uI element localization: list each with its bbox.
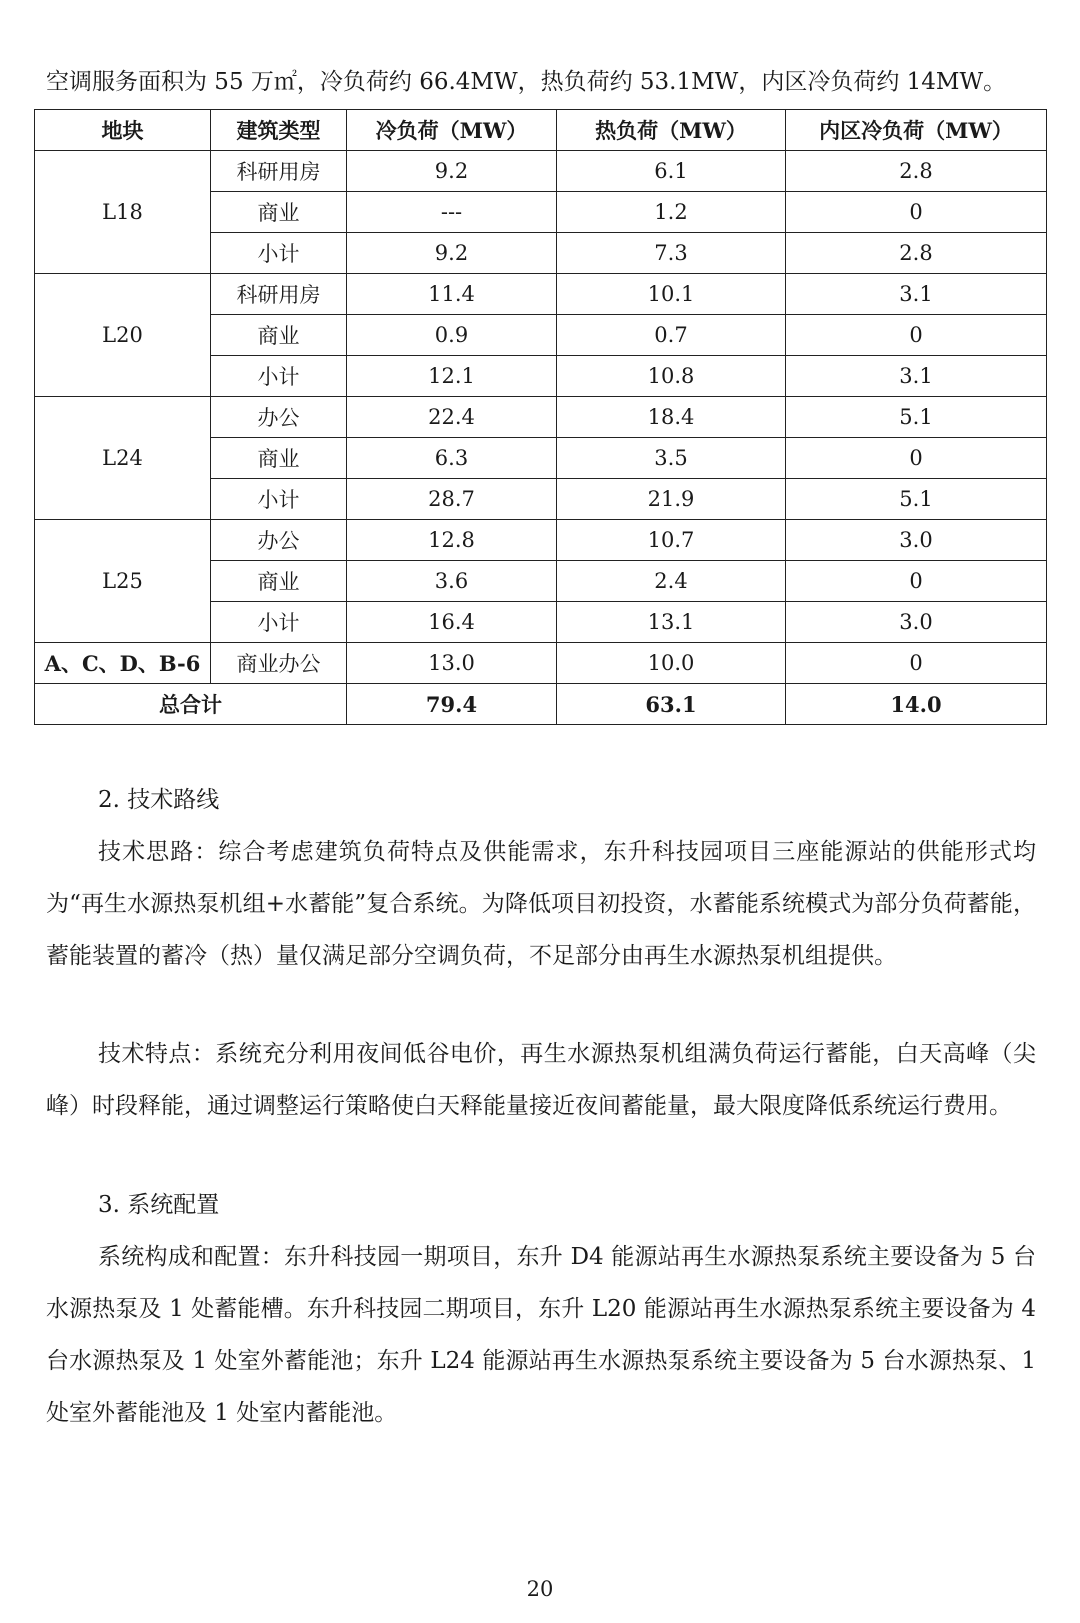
inner-cooling-load-cell: 3.0 bbox=[786, 520, 1047, 561]
inner-cooling-load-cell: 0 bbox=[786, 315, 1047, 356]
total-inner-cooling-load: 14.0 bbox=[786, 684, 1047, 725]
header-inner-cooling-load: 内区冷负荷（MW） bbox=[786, 110, 1047, 151]
cooling-load-cell: 22.4 bbox=[347, 397, 557, 438]
inner-cooling-load-cell: 3.1 bbox=[786, 356, 1047, 397]
cooling-load-cell: 9.2 bbox=[347, 233, 557, 274]
heating-load-cell: 10.0 bbox=[557, 643, 786, 684]
building-type-cell: 小计 bbox=[211, 356, 347, 397]
total-row bbox=[35, 684, 1047, 725]
building-type-cell: 商业 bbox=[211, 561, 347, 602]
section-3-heading: 3. 系统配置 bbox=[98, 1192, 220, 1218]
inner-cooling-load-cell: 5.1 bbox=[786, 479, 1047, 520]
heating-load-cell: 3.5 bbox=[557, 438, 786, 479]
heating-load-cell: 10.8 bbox=[557, 356, 786, 397]
table-row bbox=[35, 397, 1047, 438]
heating-load-cell: 7.3 bbox=[557, 233, 786, 274]
building-type-cell: 商业 bbox=[211, 315, 347, 356]
cooling-load-cell: 11.4 bbox=[347, 274, 557, 315]
table-row bbox=[35, 643, 1047, 684]
table-row bbox=[35, 151, 1047, 192]
cooling-load-cell: 3.6 bbox=[347, 561, 557, 602]
building-type-cell: 商业 bbox=[211, 438, 347, 479]
building-type-cell: 商业办公 bbox=[211, 643, 347, 684]
header-plot: 地块 bbox=[35, 110, 211, 151]
heating-load-cell: 13.1 bbox=[557, 602, 786, 643]
heating-load-cell: 10.1 bbox=[557, 274, 786, 315]
building-type-cell: 商业 bbox=[211, 192, 347, 233]
plot-cell: L20 bbox=[35, 274, 211, 397]
cooling-load-cell: --- bbox=[347, 192, 557, 233]
inner-cooling-load-cell: 0 bbox=[786, 561, 1047, 602]
intro-text: 空调服务面积为 55 万㎡，冷负荷约 66.4MW，热负荷约 53.1MW，内区冷负荷约 14MW。 bbox=[46, 69, 1007, 95]
heating-load-cell: 6.1 bbox=[557, 151, 786, 192]
header-cooling-load: 冷负荷（MW） bbox=[347, 110, 557, 151]
heating-load-cell: 18.4 bbox=[557, 397, 786, 438]
inner-cooling-load-cell: 0 bbox=[786, 192, 1047, 233]
building-type-cell: 小计 bbox=[211, 479, 347, 520]
heating-load-cell: 10.7 bbox=[557, 520, 786, 561]
page-number: 20 bbox=[526, 1577, 554, 1601]
table-row bbox=[35, 520, 1047, 561]
plot-cell: A、C、D、B-6 bbox=[35, 643, 211, 684]
cooling-load-cell: 12.1 bbox=[347, 356, 557, 397]
section-2-paragraph-2: 技术特点：系统充分利用夜间低谷电价，再生水源热泵机组满负荷运行蓄能，白天高峰（尖峰）时段释能，通过调整运行策略使白天释能量接近夜间蓄能量，最大限度降低系统运行费用。 bbox=[46, 1041, 1036, 1119]
plot-cell: L18 bbox=[35, 151, 211, 274]
inner-cooling-load-cell: 3.0 bbox=[786, 602, 1047, 643]
inner-cooling-load-cell: 2.8 bbox=[786, 151, 1047, 192]
heating-load-cell: 1.2 bbox=[557, 192, 786, 233]
header-building-type: 建筑类型 bbox=[211, 110, 347, 151]
inner-cooling-load-cell: 2.8 bbox=[786, 233, 1047, 274]
plot-cell: L24 bbox=[35, 397, 211, 520]
inner-cooling-load-cell: 5.1 bbox=[786, 397, 1047, 438]
plot-cell: L25 bbox=[35, 520, 211, 643]
table-row bbox=[35, 274, 1047, 315]
cooling-load-cell: 13.0 bbox=[347, 643, 557, 684]
section-3-paragraph-1: 系统构成和配置：东升科技园一期项目，东升 D4 能源站再生水源热泵系统主要设备为 5 台水源热泵及 1 处蓄能槽。东升科技园二期项目，东升 L20 能源站再生水源热泵系统主要设备为 4 台水源热泵及 1 处室外蓄能池；东升 L24 能源站再生水源热泵系统主要设备为 5 台水源热泵、1 处室外蓄能池及 1 处室内蓄能池。 bbox=[46, 1244, 1036, 1426]
building-type-cell: 科研用房 bbox=[211, 274, 347, 315]
section-2-paragraph-1: 技术思路：综合考虑建筑负荷特点及供能需求，东升科技园项目三座能源站的供能形式均为“再生水源热泵机组+水蓄能”复合系统。为降低项目初投资，水蓄能系统模式为部分负荷蓄能，蓄能装置的蓄冷（热）量仅满足部分空调负荷，不足部分由再生水源热泵机组提供。 bbox=[46, 839, 1036, 969]
load-table bbox=[34, 109, 1047, 725]
section-2-heading: 2. 技术路线 bbox=[98, 787, 220, 813]
inner-cooling-load-cell: 0 bbox=[786, 438, 1047, 479]
cooling-load-cell: 12.8 bbox=[347, 520, 557, 561]
building-type-cell: 办公 bbox=[211, 397, 347, 438]
total-heating-load: 63.1 bbox=[557, 684, 786, 725]
cooling-load-cell: 28.7 bbox=[347, 479, 557, 520]
building-type-cell: 办公 bbox=[211, 520, 347, 561]
cooling-load-cell: 16.4 bbox=[347, 602, 557, 643]
cooling-load-cell: 6.3 bbox=[347, 438, 557, 479]
heating-load-cell: 2.4 bbox=[557, 561, 786, 602]
cooling-load-cell: 9.2 bbox=[347, 151, 557, 192]
total-cooling-load: 79.4 bbox=[347, 684, 557, 725]
inner-cooling-load-cell: 0 bbox=[786, 643, 1047, 684]
building-type-cell: 科研用房 bbox=[211, 151, 347, 192]
building-type-cell: 小计 bbox=[211, 233, 347, 274]
header-heating-load: 热负荷（MW） bbox=[557, 110, 786, 151]
cooling-load-cell: 0.9 bbox=[347, 315, 557, 356]
table-header-row bbox=[35, 110, 1047, 151]
heating-load-cell: 0.7 bbox=[557, 315, 786, 356]
heating-load-cell: 21.9 bbox=[557, 479, 786, 520]
total-label: 总合计 bbox=[35, 684, 347, 725]
inner-cooling-load-cell: 3.1 bbox=[786, 274, 1047, 315]
building-type-cell: 小计 bbox=[211, 602, 347, 643]
